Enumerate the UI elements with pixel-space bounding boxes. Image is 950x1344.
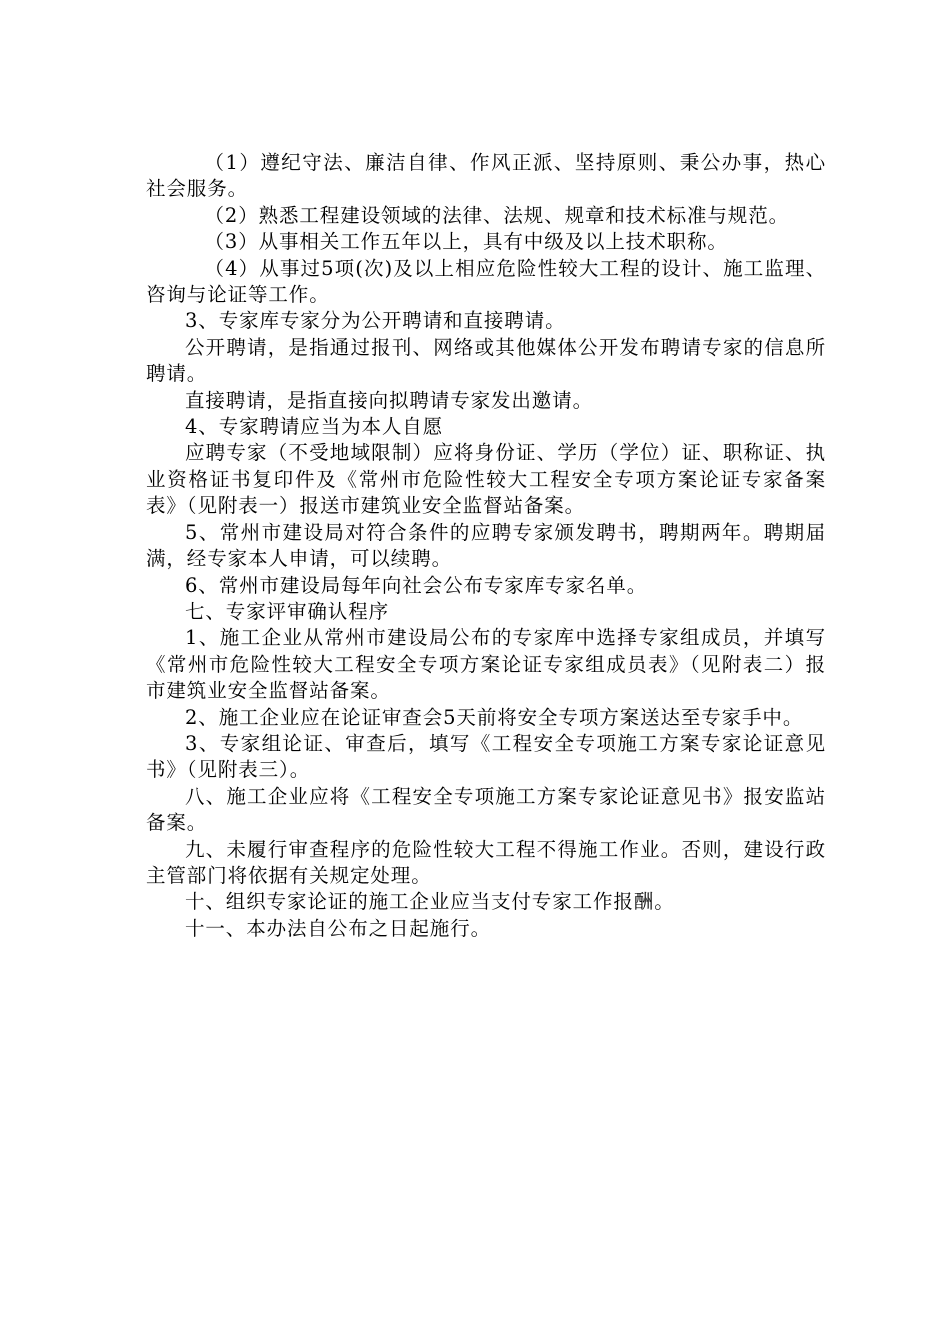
clause-6: 6、常州市建设局每年向社会公布专家库专家名单。 [185,573,648,597]
qualification-item-2: （2）熟悉工程建设领域的法律、法规、规章和技术标准与规范。 [204,203,790,227]
clause-3: 3、专家库专家分为公开聘请和直接聘请。 [185,309,566,333]
section-9: 九、未履行审查程序的危险性较大工程不得施工作业。否则，建设行政主管部门将依据有关规定处理。 [146,837,826,887]
application-requirements: 应聘专家（不受地域限制）应将身份证、学历（学位）证、职称证、执业资格证书复印件及《常州市危险性较大工程安全专项方案论证专家备案表》（见附表一）报送市建筑业安全监督站备案。 [146,441,826,518]
clause-5: 5、常州市建设局对符合条件的应聘专家颁发聘书，聘期两年。聘期届满，经专家本人申请，可以续聘。 [146,520,826,571]
public-hiring-definition: 公开聘请，是指通过报刊、网络或其他媒体公开发布聘请专家的信息所聘请。 [146,335,826,386]
qualification-item-1: （1）遵纪守法、廉洁自律、作风正派、坚持原则、秉公办事，热心社会服务。 [146,151,826,201]
section-7-step-1: 1、施工企业从常州市建设局公布的专家库中选择专家组成员，并填写《常州市危险性较大工程安全专项方案论证专家组成员表》（见附表二）报市建筑业安全监督站备案。 [146,626,826,703]
direct-hiring-definition: 直接聘请，是指直接向拟聘请专家发出邀请。 [185,388,594,412]
section-7-step-2: 2、施工企业应在论证审查会5天前将安全专项方案送达至专家手中。 [185,705,804,729]
section-10: 十、组织专家论证的施工企业应当支付专家工作报酬。 [185,890,675,914]
document-body [146,150,826,942]
qualification-item-4: （4）从事过5项(次)及以上相应危险性较大工程的设计、施工监理、咨询与论证等工作。 [146,256,826,307]
clause-4: 4、专家聘请应当为本人自愿 [185,415,444,439]
section-7-heading: 七、专家评审确认程序 [185,599,390,623]
qualification-item-3: （3）从事相关工作五年以上，具有中级及以上技术职称。 [204,230,728,254]
section-7-step-3: 3、专家组论证、审查后，填写《工程安全专项施工方案专家论证意见书》（见附表三）。 [146,731,826,782]
section-11: 十一、本办法自公布之日起施行。 [185,916,492,940]
section-8: 八、施工企业应将《工程安全专项施工方案专家论证意见书》报安监站备案。 [146,784,826,835]
